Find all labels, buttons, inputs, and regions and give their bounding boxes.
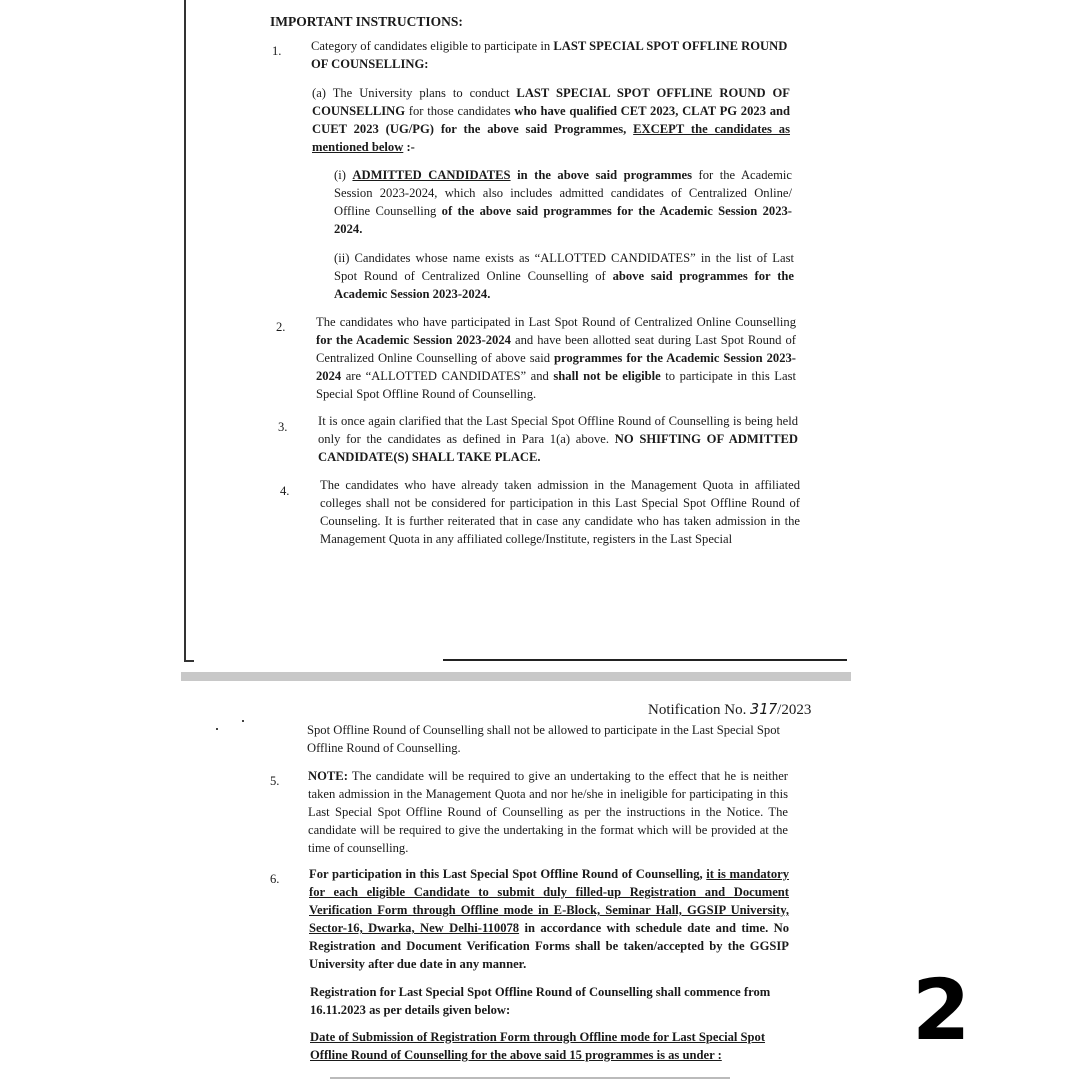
notification-handwritten: 317: [750, 700, 778, 718]
item-2-part2: for the Academic Session 2023-2024: [316, 333, 511, 347]
item-a-part1: (a) The University plans to conduct: [312, 86, 510, 100]
item-5-note-label: NOTE:: [308, 769, 348, 783]
item-i-part4: for the Academic Session 2023-2024, which also includes admitted candidates of Centralized Online/ Offline Counselling: [334, 168, 793, 218]
item-5-text: [308, 767, 788, 857]
continuation-text: Spot Offline Round of Counselling shall not be allowed to participate in the Last Special Spot Offline Round of Counselling.: [307, 723, 781, 755]
item-i-text: [334, 166, 792, 238]
item-a-part3: for those candidates: [408, 104, 511, 118]
item-6-text: [309, 865, 789, 973]
scan-speck: [216, 728, 218, 730]
item-2-part6: shall not be eligible: [553, 369, 661, 383]
item-4-part1: The candidates who have already taken admission in the Management Quota in affiliated colleges shall not be considered for participation in this Last Special Spot Offline Round of Counseling. It is further reiterated that in case any candidate who has taken admission in the Management Quota in any affiliated college/Institute, registers in the Last Special: [320, 478, 800, 546]
item-a-part4: who have qualified CET 2023, CLAT PG 2023 and CUET 2023 (UG/PG) for the above said Programmes,: [312, 104, 791, 136]
item-6-part2: it is mandatory for each eligible Candidate to submit duly filled-up Registration and Document Verification Form through Offline mode in E-Block, Seminar Hall, GGSIP University, Sector-16, Dwarka, New Delhi-110078: [309, 867, 790, 935]
item-1-bold: LAST SPECIAL SPOT OFFLINE ROUND OF COUNSELLING:: [311, 39, 788, 71]
item-2-part4: programmes for the Academic Session 2023-2024: [316, 351, 796, 383]
item-3-number: 3.: [278, 420, 288, 434]
item-1-lead: Category of candidates eligible to participate in: [311, 39, 551, 53]
page-bottom-border: [184, 660, 194, 662]
item-2-number: 2.: [276, 320, 286, 334]
item-i-part3: in the above said programmes: [517, 168, 692, 182]
item-4-text: [320, 476, 800, 548]
item-4-number: 4.: [280, 484, 290, 498]
item-2-part5: are “ALLOTTED CANDIDATES” and: [345, 369, 549, 383]
page-left-border: [184, 0, 186, 662]
item-5-body: The candidate will be required to give an undertaking to the effect that he is neither taken admission in the Management Quota and nor he/she in ineligible for participating in this Last Special Spot Offline Round of Counselling as per the instructions in the Notice. The candidate will be required to give the undertaking in the format which will be provided at the time of counselling.: [308, 769, 788, 855]
item-5-number: 5.: [270, 774, 280, 788]
notification-number: [648, 700, 811, 719]
date-of-submission-text: Date of Submission of Registration Form through Offline mode for Last Special Spot Offline Round of Counselling for the above said 15 programmes is as under :: [310, 1030, 766, 1062]
scan-speck: [242, 720, 244, 722]
item-ii-part1: (ii) Candidates whose name exists as “ALLOTTED CANDIDATES” in the list of Last Spot Round of Centralized Online Counselling of: [334, 251, 794, 283]
item-ii-text: [334, 249, 794, 303]
item-3-part2: NO SHIFTING OF ADMITTED CANDIDATE(S) SHALL TAKE PLACE.: [318, 432, 798, 464]
item-2-part3: and have been allotted seat during Last Spot Round of Centralized Online Counselling of above said: [316, 333, 796, 365]
item-a-text: [312, 84, 790, 156]
item-2-text: [316, 313, 796, 403]
cutoff-text-fragment: [330, 1077, 730, 1079]
item-ii-part2: above said programmes for the Academic Session 2023-2024.: [334, 269, 795, 301]
registration-text: Registration for Last Special Spot Offline Round of Counselling shall commence from 16.11.2023 as per details given below:: [310, 985, 771, 1017]
item-6-part1: For participation in this Last Special Spot Offline Round of Counselling,: [309, 867, 703, 881]
item-1-number: 1.: [272, 44, 282, 58]
item-i-part1: (i): [334, 168, 346, 182]
page-number: 2: [912, 961, 971, 1059]
item-1-text: [311, 37, 791, 73]
item-2-part7: to participate in this Last Special Spot Offline Round of Counselling.: [316, 369, 796, 401]
item-i-part5: of the above said programmes for the Academic Session 2023-2024.: [334, 204, 793, 236]
item-2-part1: The candidates who have participated in Last Spot Round of Centralized Online Counselling: [316, 315, 796, 329]
item-3-part1: It is once again clarified that the Last Special Spot Offline Round of Counselling is being held only for the candidates as defined in Para 1(a) above.: [318, 414, 798, 446]
notification-suffix: /2023: [777, 702, 812, 718]
page-bottom-rule: [443, 659, 847, 661]
instructions-heading: IMPORTANT INSTRUCTIONS:: [270, 14, 463, 29]
item-6-part3: in accordance with schedule date and time. No Registration and Document Verification Forms shall be taken/accepted by the GGSIP University after due date in any manner.: [309, 921, 789, 971]
item-a-part5: EXCEPT the candidates as mentioned below: [312, 122, 790, 154]
item-6-number: 6.: [270, 872, 280, 886]
item-a-part2: LAST SPECIAL SPOT OFFLINE ROUND OF COUNSELLING: [312, 86, 791, 118]
item-a-part6: :-: [406, 140, 415, 154]
item-i-part2: ADMITTED CANDIDATES: [352, 168, 511, 182]
page-separator: [181, 672, 851, 681]
notification-prefix: Notification No.: [648, 702, 747, 718]
item-3-text: [318, 412, 798, 466]
